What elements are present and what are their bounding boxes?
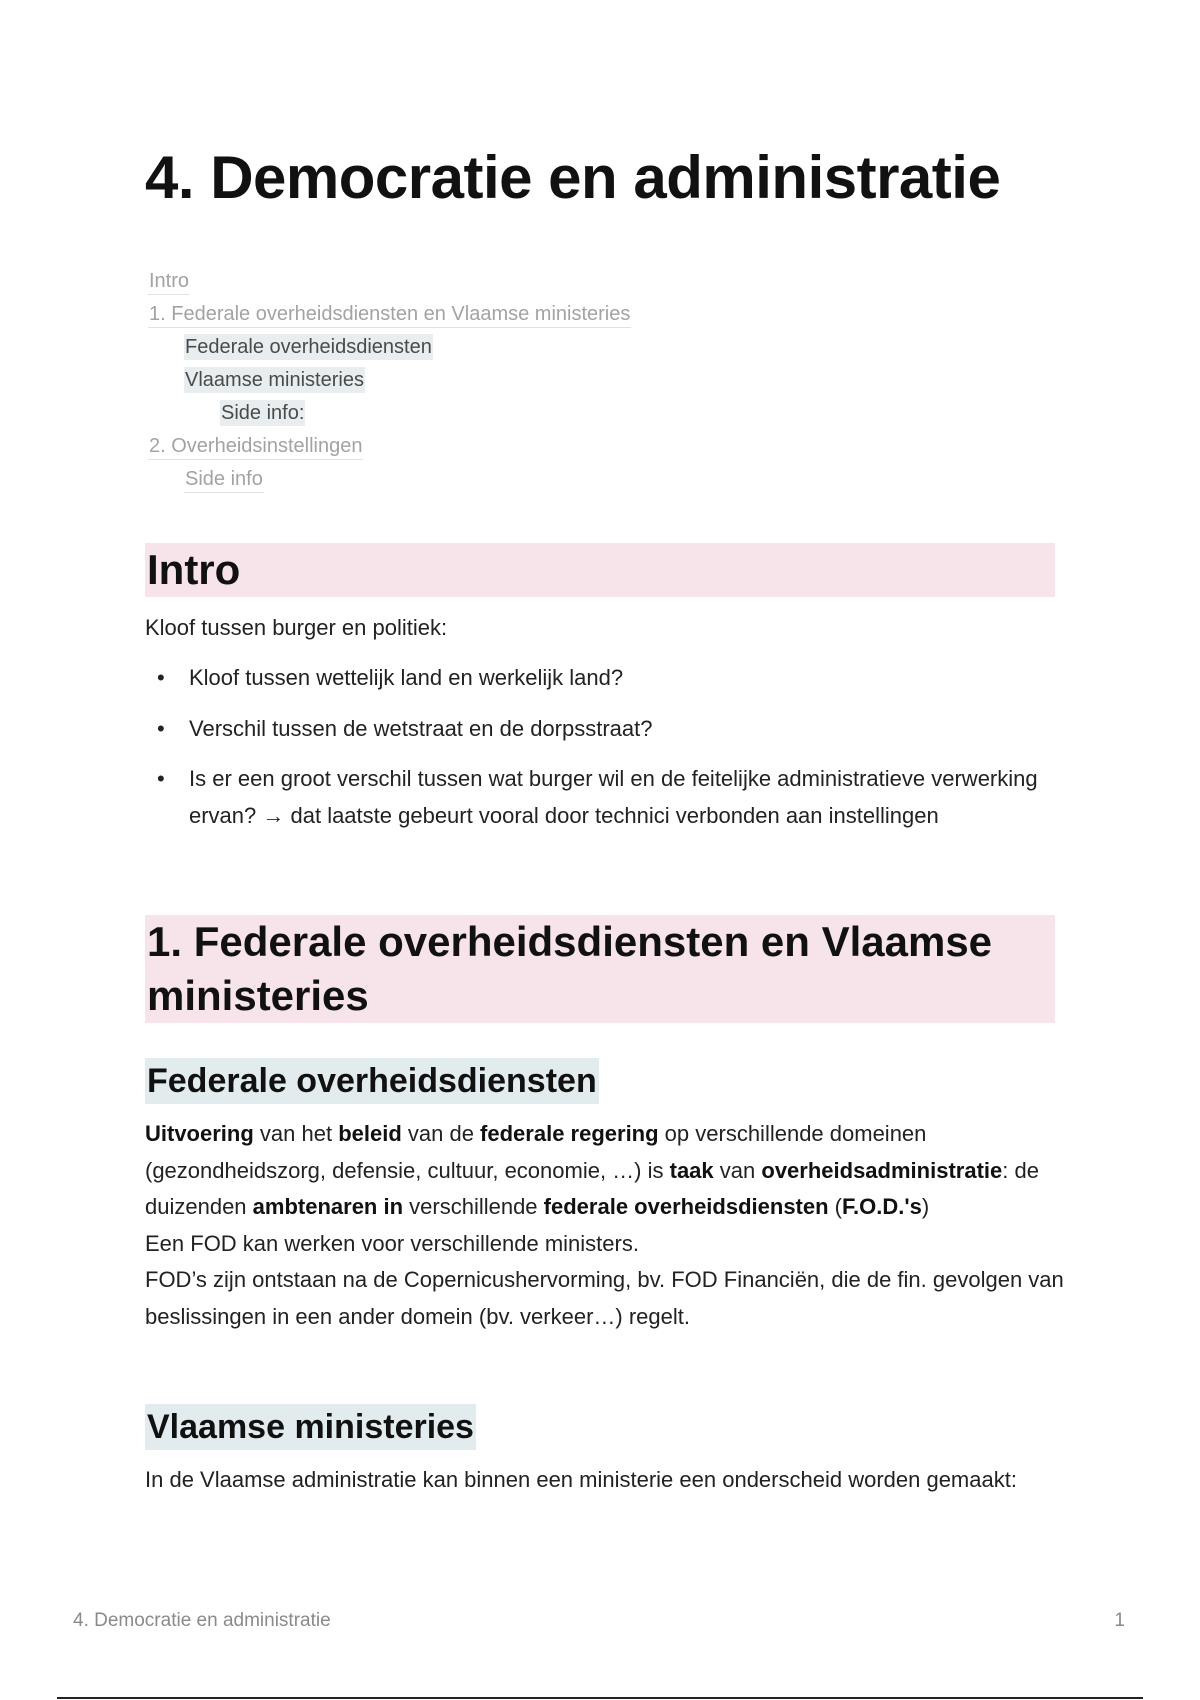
intro-heading: Intro [145, 543, 1055, 597]
toc-item[interactable] [148, 266, 631, 299]
text: op verschillende domeinen (gezondheidszorg, defensie, cultuur, economie, …) is [145, 1121, 927, 1183]
toc-link[interactable]: Side info: [221, 402, 305, 424]
text: ( [828, 1194, 843, 1219]
text: : de duizenden [145, 1157, 1039, 1219]
toc-item[interactable] [148, 332, 631, 365]
bold-text: Uitvoering [145, 1121, 254, 1146]
toc-item[interactable] [148, 464, 631, 497]
list-item: • Verschil tussen de wetstraat en de dorpsstraat? [145, 711, 1045, 748]
footer-doc-title: 4. Democratie en administratie [73, 1610, 331, 1631]
vm-paragraph-1: In de Vlaamse administratie kan binnen een ministerie een onderscheid worden gemaakt: [145, 1467, 1017, 1492]
toc-link[interactable]: Intro [148, 268, 190, 295]
intro-bullet-list [145, 660, 1045, 848]
section1-heading: 1. Federale overheidsdiensten en Vlaamse ministeries [145, 915, 1055, 1023]
fod-paragraph-1 [145, 1116, 1065, 1335]
footer-page-number: 1 [1114, 1610, 1125, 1631]
toc-link[interactable]: Federale overheidsdiensten [185, 336, 432, 358]
text: van het [253, 1121, 339, 1146]
page-title: 4. Democratie en administratie [145, 144, 1001, 211]
table-of-contents [148, 266, 631, 497]
bold-text: overheidsadministratie [761, 1157, 1003, 1183]
text: Een FOD kan werken voor verschillende ministers. [145, 1230, 639, 1256]
toc-link[interactable]: Vlaamse ministeries [185, 369, 364, 391]
text: van de [401, 1121, 481, 1146]
text: FOD’s zijn ontstaan na de Copernicushervorming, bv. FOD Financiën, die de fin. gevolgen van beslissingen in een ander domein (bv. verkeer…) regelt. [145, 1267, 1064, 1329]
bold-text: ambtenaren in [252, 1194, 404, 1219]
text: ) [921, 1194, 930, 1219]
list-item: • Kloof tussen wettelijk land en werkelijk land? [145, 660, 1045, 697]
vm-heading: Vlaamse ministeries [145, 1404, 476, 1450]
toc-item[interactable] [148, 365, 631, 398]
bold-text: taak [669, 1157, 714, 1183]
toc-link[interactable]: Side info [184, 466, 264, 493]
list-item: • Is er een groot verschil tussen wat burger wil en de feitelijke administratieve verwerking ervan? → dat laatste gebeurt vooral door technici verbonden aan instellingen [145, 761, 1045, 834]
toc-link[interactable]: 2. Overheidsinstellingen [148, 433, 363, 460]
bold-text: F.O.D.'s [842, 1194, 922, 1219]
intro-lead: Kloof tussen burger en politiek: [145, 615, 448, 640]
text: verschillende [403, 1194, 544, 1219]
toc-link[interactable]: 1. Federale overheidsdiensten en Vlaamse ministeries [148, 301, 631, 328]
bold-text: federale regering [480, 1121, 659, 1146]
toc-item[interactable] [148, 299, 631, 332]
toc-item[interactable] [148, 431, 631, 464]
text: van [713, 1157, 762, 1183]
toc-item[interactable] [148, 398, 631, 431]
fod-heading: Federale overheidsdiensten [145, 1058, 599, 1104]
bold-text: beleid [338, 1121, 402, 1146]
page-divider [57, 1697, 1143, 1699]
bold-text: federale overheidsdiensten [543, 1194, 829, 1219]
